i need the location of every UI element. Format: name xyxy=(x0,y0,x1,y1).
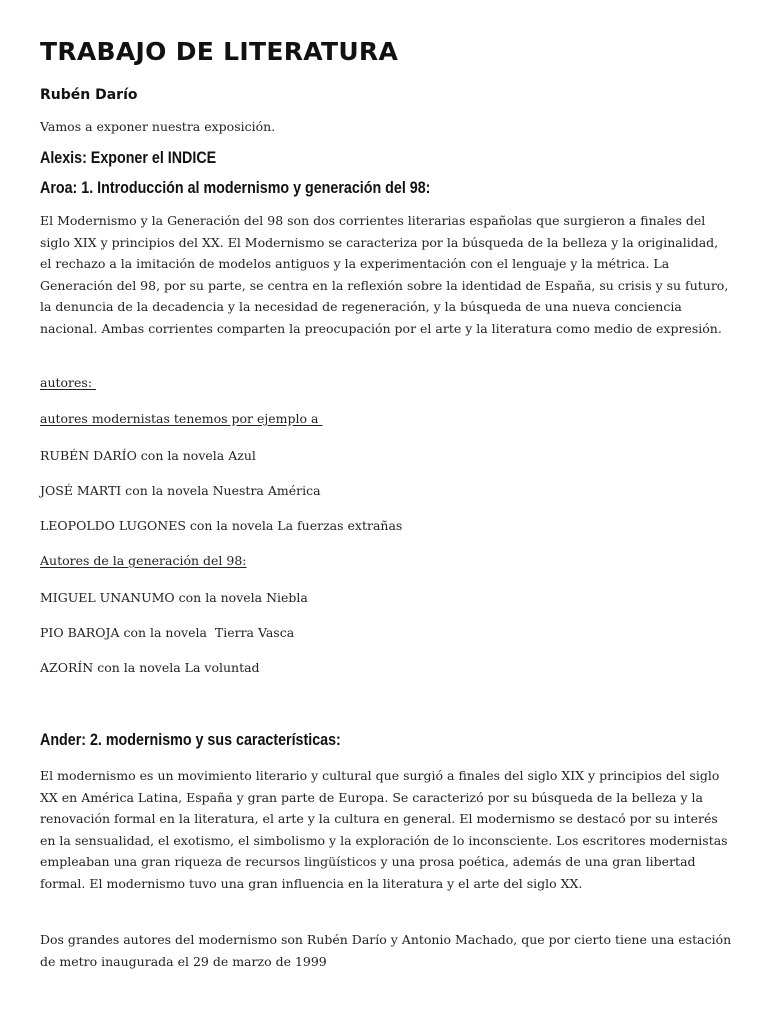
author-item: JOSÉ MARTI con la novela Nuestra América xyxy=(40,483,321,498)
author-item: PIO BAROJA con la novela Tierra Vasca xyxy=(40,625,295,640)
author-item: MIGUEL UNANUMO con la novela Niebla xyxy=(40,590,308,605)
paragraph-authors: Dos grandes autores del modernismo son Rubén Darío y Antonio Machado, que por cierto tiene una estación de metro inaugurada el 29 de marzo de 1999 xyxy=(40,932,732,969)
modernist-authors-label: autores modernistas tenemos por ejemplo a xyxy=(40,411,323,426)
heading-ander: Ander: 2. modernismo y sus características: xyxy=(40,730,341,749)
author-item: RUBÉN DARÍO con la novela Azul xyxy=(40,448,256,463)
document-title: TRABAJO DE LITERATURA xyxy=(40,37,399,66)
heading-alexis: Alexis: Exponer el INDICE xyxy=(40,148,217,167)
paragraph-introduction: El Modernismo y la Generación del 98 son dos corrientes literarias españolas que surgieron a finales del siglo XIX y principios del XX. El Modernismo se caracteriza por la búsqueda de la belleza y la originalidad, el rechazo a la imitación de modelos antiguos y la experimentación con el lenguaje y la métrica. La Generación del 98, por su parte, se centra en la reflexión sobre la identidad de España, su crisis y su futuro, la denuncia de la decadencia y la necesidad de regeneración, y la búsqueda de una nueva conciencia nacional. Ambas corrientes comparten la preocupación por el arte y la literatura como medio de expresión. xyxy=(40,213,729,336)
author-item: AZORÍN con la novela La voluntad xyxy=(40,660,260,675)
paragraph-modernism: El modernismo es un movimiento literario y cultural que surgió a finales del siglo XIX y principios del siglo XX en América Latina, España y gran parte de Europa. Se caracterizó por su búsqueda de la belleza y la renovación formal en la literatura, el arte y la cultura en general. El modernismo se destacó por su interés en la sensualidad, el exotismo, el simbolismo y la exploración de lo inconsciente. Los escritores modernistas empleaban una gran riqueza de recursos lingüísticos y una prosa poética, además de una gran libertad formal. El modernismo tuvo una gran influencia en la literatura y el arte del siglo XX. xyxy=(40,768,728,891)
intro-text: Vamos a exponer nuestra exposición. xyxy=(40,119,276,134)
gen98-authors-label: Autores de la generación del 98: xyxy=(40,553,247,568)
author-subtitle: Rubén Darío xyxy=(40,87,138,103)
heading-aroa: Aroa: 1. Introducción al modernismo y generación del 98: xyxy=(40,178,431,197)
autores-label: autores: xyxy=(40,375,97,390)
author-item: LEOPOLDO LUGONES con la novela La fuerzas extrañas xyxy=(40,518,403,533)
